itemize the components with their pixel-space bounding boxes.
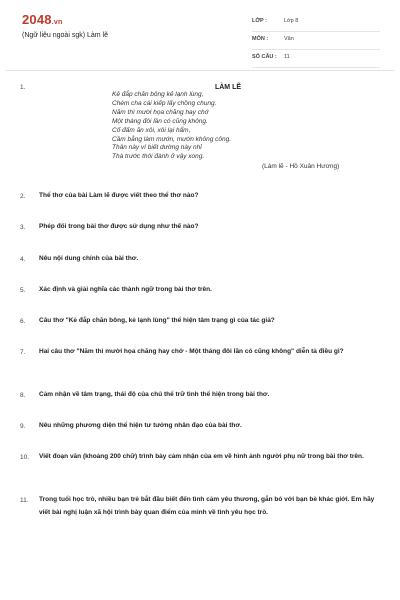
- meta-info: [252, 15, 380, 69]
- question-text: Nêu nội dung chính của bài thơ.: [39, 255, 139, 262]
- poem-line: Một tháng đôi lần có cũng không.: [112, 117, 208, 125]
- poem-line: Cố đấm ăn xôi, xôi lại hẩm,: [112, 126, 191, 134]
- question-text: Phép đối trong bài thơ được sử dụng như thế nào?: [39, 223, 199, 230]
- poem: [112, 84, 352, 171]
- question-number: 9.: [20, 423, 26, 430]
- question-number: 8.: [20, 392, 26, 399]
- question-text: Xác định và giải nghĩa các thành ngữ trong bài thơ trên.: [39, 286, 212, 293]
- meta-label: SỐ CÂU :: [252, 54, 277, 60]
- meta-value: Văn: [284, 36, 294, 42]
- question-number: 1.: [20, 84, 26, 91]
- question-number: 3.: [20, 224, 26, 231]
- question-number: 5.: [20, 287, 26, 294]
- question-number: 2.: [20, 193, 26, 200]
- meta-row-count: [252, 51, 380, 68]
- meta-value: 11: [284, 54, 290, 60]
- question-text: Thể thơ của bài Làm lẽ được viết theo thể thơ nào?: [39, 192, 199, 199]
- question-number: 6.: [20, 318, 26, 325]
- question-number: 11.: [20, 497, 29, 504]
- question-text: Nêu những phương diện thể hiện tư tưởng nhân đạo của bài thơ.: [39, 422, 242, 429]
- question-number: 4.: [20, 256, 26, 263]
- logo-text: 2048: [22, 12, 52, 27]
- question-text: Hai câu thơ "Năm thì mười họa chăng hay chớ - Một tháng đôi lần có cũng không" diễn tả điều gì?: [39, 348, 344, 355]
- poem-line: Thà trước thôi đành ở vậy xong.: [112, 153, 205, 161]
- meta-label: MÔN :: [252, 36, 269, 42]
- poem-author: (Làm lẽ - Hồ Xuân Hương): [262, 163, 340, 171]
- question-number: 7.: [20, 349, 26, 356]
- meta-row-class: [252, 15, 380, 32]
- meta-row-subject: [252, 33, 380, 50]
- poem-line: Năm thì mười họa chăng hay chớ: [112, 108, 209, 116]
- question-text: Viết đoạn văn (khoảng 200 chữ) trình bày cảm nhận của em về hình ảnh người phụ nữ trong bài thơ trên.: [39, 453, 364, 460]
- header-divider: [6, 70, 394, 71]
- site-logo[interactable]: [22, 12, 62, 27]
- page-header: [0, 0, 400, 62]
- page-title: (Ngữ liệu ngoài sgk) Làm lẽ: [22, 32, 109, 39]
- poem-line: Chém cha cái kiếp lấy chồng chung.: [112, 99, 217, 107]
- poem-title: LÀM LẼ: [214, 84, 242, 91]
- poem-line: Cầm bằng làm mướn, mướn không công.: [112, 135, 232, 143]
- question-number: 10.: [20, 454, 30, 461]
- logo-tld: .vn: [51, 19, 63, 26]
- question-text: Câu thơ "Kẻ đắp chăn bông, kẻ lạnh lùng" thể hiện tâm trạng gì của tác giả?: [39, 317, 275, 324]
- question-text: Trong tuổi học trò, nhiều bạn trẻ bắt đầu biết đến tình cảm yêu thương, gắn bó với bạn bè khác giới. Em hãy viết bài nghị luận xã hội trình bày quan điểm của mình về tình yêu học trò.: [39, 496, 375, 516]
- poem-line: Kẻ đắp chăn bông kẻ lạnh lùng,: [112, 91, 204, 98]
- meta-label: LỚP :: [252, 18, 267, 24]
- meta-value: Lớp 8: [284, 18, 299, 24]
- question-text: Cảm nhận về tâm trạng, thái độ của chủ thể trữ tình thể hiện trong bài thơ.: [39, 391, 270, 398]
- poem-line: Thân này ví biết dường này nhỉ: [112, 144, 202, 152]
